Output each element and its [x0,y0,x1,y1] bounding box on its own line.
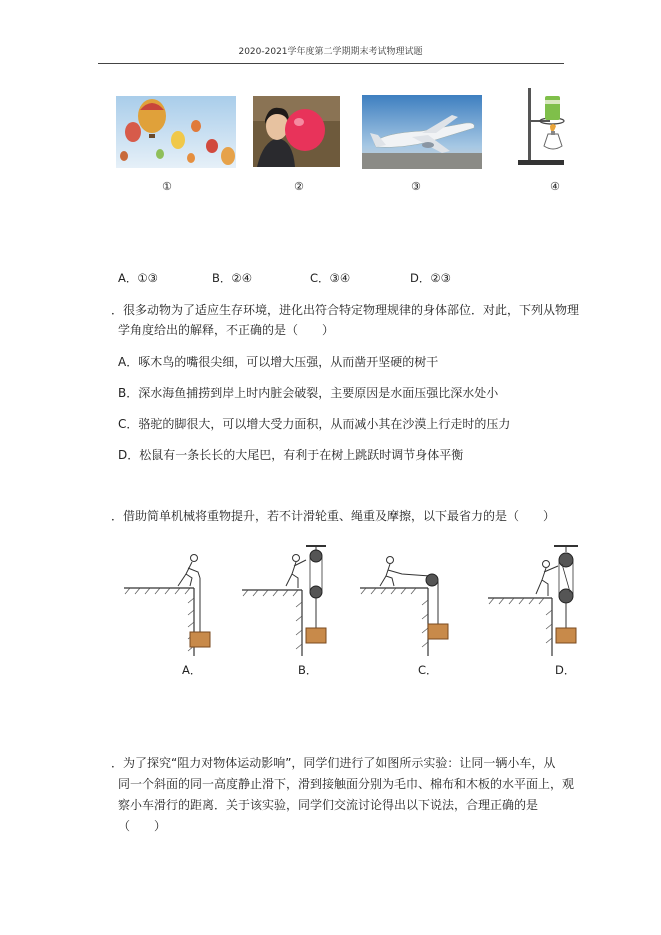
q1-option-d: D．②③ [410,271,451,285]
balloons-image [116,96,236,168]
image-label-1: ① [162,180,172,193]
q1-option-a: A．①③ [118,271,158,285]
q4-stem-line1: ．为了探究“阻力对物体运动影响”，同学们进行了如图所示实验：让同一辆小车，从 [111,756,556,770]
q3-stem: ．借助简单机械将重物提升，若不计滑轮重、绳重及摩擦，以下最省力的是（ ） [111,509,556,523]
q3-label-b: B． [298,663,318,677]
pulley-diagram-b [240,540,340,658]
q4-stem-line2: 同一个斜面的同一高度静止滑下，滑到接触面分别为毛巾、棉布和木板的水平面上，观 [118,777,575,791]
pulley-diagram-d [486,540,586,658]
image-label-3: ③ [411,180,421,193]
q3-label-a: A． [182,663,202,677]
header-divider [98,63,564,64]
q2-stem-line1: ．很多动物为了适应生存环境，进化出符合特定物理规律的身体部位．对此，下列从物理 [111,303,580,317]
q3-label-c: C． [418,663,438,677]
airplane-image [362,95,482,169]
q3-label-d: D． [555,663,576,677]
image-label-4: ④ [550,180,560,193]
q4-stem-line4: （ ） [118,819,167,833]
q2-option-c: C．骆驼的脚很大，可以增大受力面积，从而减小其在沙漠上行走时的压力 [118,417,511,431]
q2-option-b: B．深水海鱼捕捞到岸上时内脏会破裂，主要原因是水面压强比深水处小 [118,386,499,400]
q1-option-b: B．②④ [212,271,253,285]
burner-stand-image [512,88,572,168]
q2-option-d: D．松鼠有一条长长的大尾巴，有利于在树上跳跃时调节身体平衡 [118,448,464,462]
page-header: 2020-2021学年度第二学期期末考试物理试题 [238,47,423,57]
pulley-diagram-c [358,548,458,658]
balloon-person-image [253,96,340,167]
image-label-2: ② [294,180,304,193]
q2-stem-line2: 学角度给出的解释，不正确的是（ ） [118,323,335,337]
q2-option-a: A．啄木鸟的嘴很尖细，可以增大压强，从而凿开坚硬的树干 [118,355,439,369]
q1-option-c: C．③④ [310,271,351,285]
q4-stem-line3: 察小车滑行的距离．关于该实验，同学们交流讨论得出以下说法，合理正确的是 [118,798,539,812]
pulley-diagram-a [122,548,222,658]
